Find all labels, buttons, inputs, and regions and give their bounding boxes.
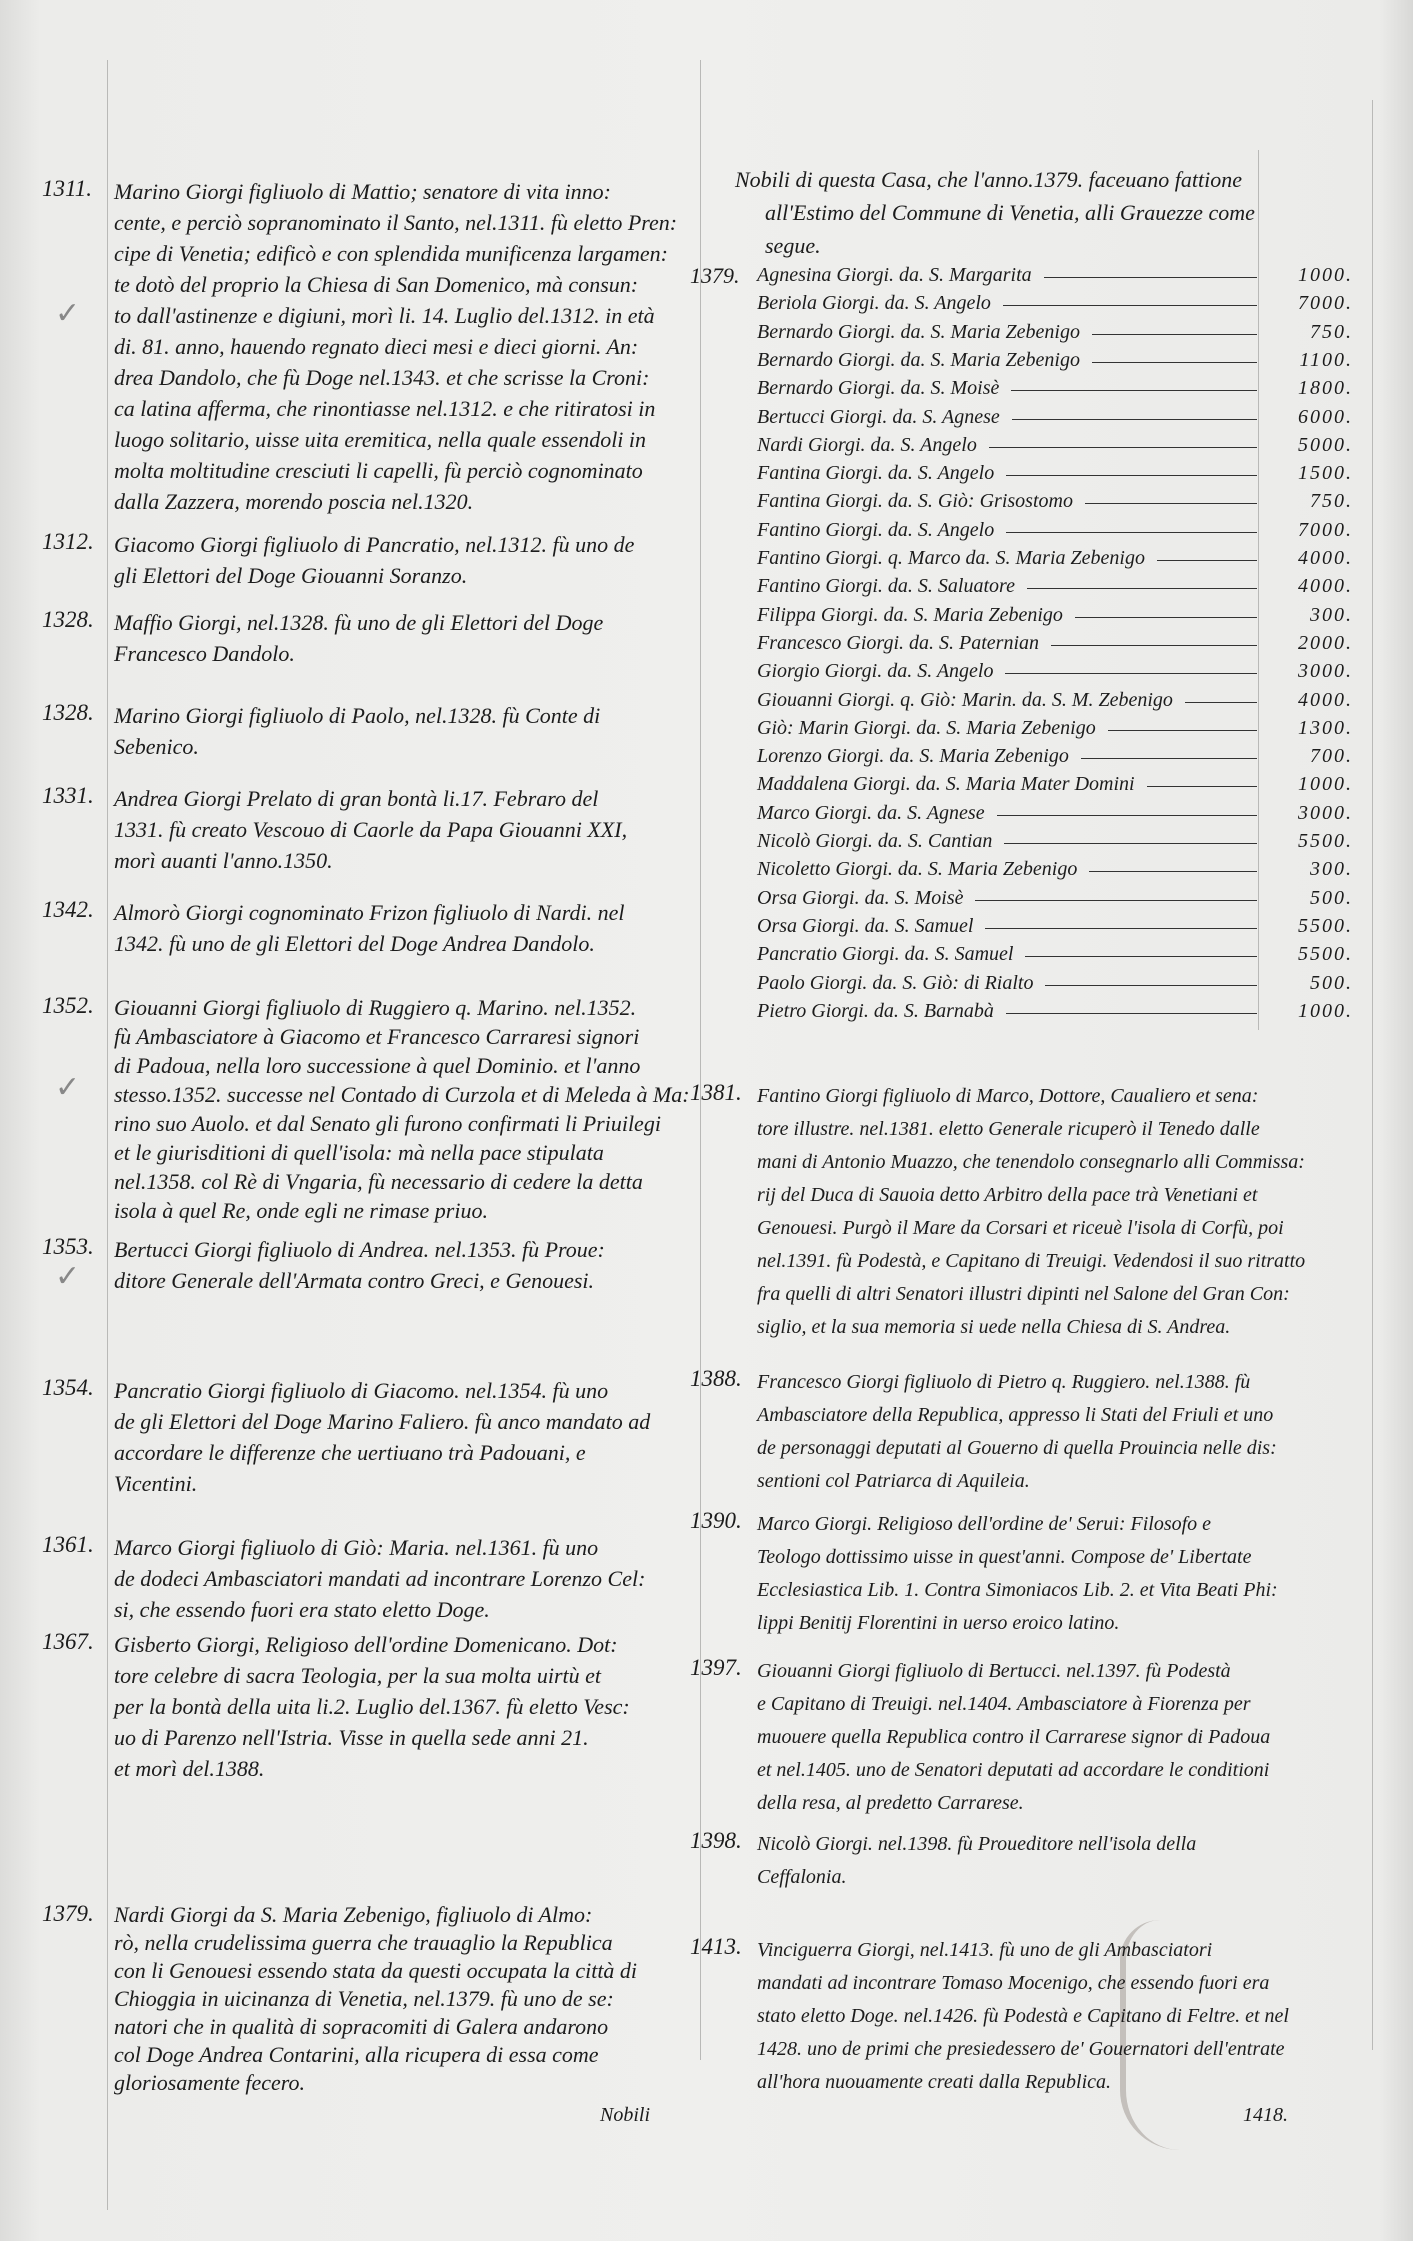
estimo-row <box>757 998 1357 1025</box>
entry-line: fra quelli di altri Senatori illustri dipinti nel Salone del Gran Con: <box>757 1283 1290 1305</box>
entry-line: drea Dandolo, che fù Doge nel.1343. et che scrisse la Croni: <box>114 365 650 390</box>
entry-year: 1413. <box>690 1934 742 1959</box>
entry-year: 1397. <box>690 1655 742 1680</box>
estimo-row <box>757 800 1357 827</box>
estimo-name: Bernardo Giorgi. da. S. Maria Zebenigo <box>757 320 1080 343</box>
entry-line: Almorò Giorgi cognominato Frizon figliuolo di Nardi. nel <box>114 900 625 925</box>
entry-line: Marco Giorgi figliuolo di Giò: Maria. nel.1361. fù uno <box>114 1535 599 1560</box>
entry-year: 1311. <box>42 176 93 201</box>
entry-line: 1428. uno de primi che presiedessero de' Gouernatori dell'entrate <box>757 2038 1285 2060</box>
estimo-value: 7000. <box>1298 292 1353 315</box>
entry-line: stesso.1352. successe nel Contado di Curzola et di Meleda à Ma: <box>114 1082 690 1107</box>
estimo-row <box>757 602 1357 629</box>
estimo-value: 1000. <box>1298 773 1353 796</box>
entry-line: isola à quel Re, onde egli ne rimase priuo. <box>114 1198 488 1223</box>
entry-line: Francesco Giorgi figliuolo di Pietro q. Ruggiero. nel.1388. fù <box>757 1371 1251 1393</box>
estimo-year: 1379. <box>690 263 740 288</box>
entry-line: di Padoua, nella loro successione à quel Dominio. et l'anno <box>114 1053 641 1078</box>
entry-line: Bertucci Giorgi figliuolo di Andrea. nel.1353. fù Proue: <box>114 1237 605 1262</box>
entry-line: mani di Antonio Muazzo, che tenendolo consegnarlo alli Commissa: <box>757 1151 1305 1173</box>
entry-line: Giouanni Giorgi figliuolo di Bertucci. nel.1397. fù Podestà <box>757 1660 1231 1682</box>
estimo-name: Fantino Giorgi. da. S. Angelo <box>757 518 995 541</box>
arrow-line <box>1092 334 1257 335</box>
arrow-line <box>1045 985 1257 986</box>
entry-line: tore celebre di sacra Teologia, per la sua molta uirtù et <box>114 1663 602 1688</box>
entry-line: ca latina afferma, che rinontiasse nel.1312. e che ritiratosi in <box>114 396 656 421</box>
entry <box>690 1080 1306 1344</box>
estimo-value: 4000. <box>1298 688 1353 711</box>
entry-year: 1312. <box>42 529 94 554</box>
estimo-name: Fantina Giorgi. da. S. Angelo <box>757 462 995 485</box>
estimo-name: Pancratio Giorgi. da. S. Samuel <box>757 943 1014 966</box>
estimo-value: 1000. <box>1298 999 1353 1022</box>
entry <box>42 1375 651 1499</box>
estimo-value: 3000. <box>1298 801 1353 824</box>
arrow-line <box>1025 956 1257 957</box>
entry-line: ditore Generale dell'Armata contro Greci, e Genouesi. <box>114 1268 595 1293</box>
estimo-value: 750. <box>1310 320 1353 343</box>
entry-line: 1331. fù creato Vescouo di Caorle da Papa Giouanni XXI, <box>114 817 628 842</box>
entry-line: Chioggia in uicinanza di Venetia, nel.1379. fù uno de se: <box>114 1986 614 2011</box>
estimo-name: Pietro Giorgi. da. S. Barnabà <box>757 999 994 1022</box>
entry-line: nel.1391. fù Podestà, e Capitano di Treuigi. Vedendosi il suo ritratto <box>757 1250 1306 1272</box>
entry-line: per la bontà della uita li.2. Luglio del.1367. fù eletto Vesc: <box>114 1694 630 1719</box>
entry <box>42 783 628 876</box>
entry-line: della resa, al predetto Carrarese. <box>757 1792 1024 1814</box>
entry-line: Ceffalonia. <box>757 1866 847 1888</box>
arrow-line <box>1004 843 1257 844</box>
entry-line: et morì del.1388. <box>114 1756 265 1781</box>
entry <box>690 1934 1289 2099</box>
estimo-value: 7000. <box>1298 518 1353 541</box>
entry-line: rij del Duca di Sauoia detto Arbitro della pace trà Venetiani et <box>757 1184 1258 1206</box>
entry-line: 1342. fù uno de gli Elettori del Doge Andrea Dandolo. <box>114 931 595 956</box>
entry-line: Marco Giorgi. Religioso dell'ordine de' Serui: Filosofo e <box>757 1513 1212 1535</box>
entry-line: Nardi Giorgi da S. Maria Zebenigo, figliuolo di Almo: <box>114 1902 593 1927</box>
estimo-row <box>757 375 1357 402</box>
estimo-name: Marco Giorgi. da. S. Agnese <box>757 801 985 824</box>
checkmark-icon: ✓ <box>55 1260 81 1293</box>
entry-line: Francesco Dandolo. <box>114 641 295 666</box>
entry-line: natori che in qualità di sopracomiti di Galera andarono <box>114 2014 609 2039</box>
entry-line: de gli Elettori del Doge Marino Faliero. fù anco mandato ad <box>114 1409 651 1434</box>
entry-year: 1354. <box>42 1375 94 1400</box>
entry-line: de personaggi deputati al Gouerno di quella Prouincia nelle dis: <box>757 1437 1277 1459</box>
estimo-row <box>757 630 1357 657</box>
estimo-heading <box>735 163 1255 262</box>
entry <box>42 1532 646 1625</box>
estimo-row <box>757 856 1357 883</box>
estimo-name: Maddalena Giorgi. da. S. Maria Mater Domini <box>757 773 1135 796</box>
estimo-row <box>757 517 1357 544</box>
estimo-value: 4000. <box>1298 547 1353 569</box>
entry-line: de dodeci Ambasciatori mandati ad incontrare Lorenzo Cel: <box>114 1566 646 1591</box>
heading-line: segue. <box>765 233 821 258</box>
arrow-line <box>1147 786 1257 787</box>
estimo-value: 300. <box>1310 858 1353 881</box>
entry-line: col Doge Andrea Contarini, alla ricupera di essa come <box>114 2042 599 2067</box>
estimo-name: Bernardo Giorgi. da. S. Maria Zebenigo <box>757 348 1080 371</box>
estimo-value: 3000. <box>1298 660 1353 683</box>
estimo-name: Fantino Giorgi. q. Marco da. S. Maria Zebenigo <box>757 547 1145 569</box>
entry-line: Giacomo Giorgi figliuolo di Pancratio, nel.1312. fù uno de <box>114 532 635 557</box>
entry-line: gli Elettori del Doge Giouanni Soranzo. <box>114 563 468 588</box>
arrow-line <box>1012 419 1257 420</box>
estimo-name: Giorgio Giorgi. da. S. Angelo <box>757 660 994 683</box>
entry-line: tore illustre. nel.1381. eletto Generale ricuperò il Tenedo dalle <box>757 1118 1260 1140</box>
entry <box>690 1508 1278 1640</box>
estimo-name: Fantina Giorgi. da. S. Giò: Grisostomo <box>757 490 1073 513</box>
entry-line: to dall'astinenze e digiuni, morì li. 14. Luglio del.1312. in età <box>114 303 655 328</box>
estimo-row <box>757 687 1357 714</box>
entry <box>42 1629 630 1784</box>
estimo-value: 1300. <box>1298 716 1353 739</box>
entry <box>690 1366 1277 1498</box>
estimo-value: 750. <box>1310 490 1353 513</box>
arrow-line <box>1085 503 1257 504</box>
entry-line: Pancratio Giorgi figliuolo di Giacomo. nel.1354. fù uno <box>114 1378 609 1403</box>
entry-year: 1353. <box>42 1234 94 1259</box>
arrow-line <box>1108 730 1257 731</box>
estimo-name: Orsa Giorgi. da. S. Samuel <box>757 914 974 937</box>
entry <box>42 529 635 591</box>
arrow-line <box>1075 617 1257 618</box>
entry-line: lippi Benitij Florentini in uerso eroico latino. <box>757 1612 1120 1634</box>
estimo-row <box>757 573 1357 600</box>
entry-year: 1331. <box>42 783 94 808</box>
entry-line: Teologo dottissimo uisse in quest'anni. Compose de' Libertate <box>757 1546 1252 1568</box>
entry-line: gloriosamente fecero. <box>114 2070 306 2095</box>
estimo-name: Nardi Giorgi. da. S. Angelo <box>757 433 977 456</box>
estimo-row <box>757 404 1357 431</box>
entry-line: Sebenico. <box>114 734 199 759</box>
arrow-line <box>1157 560 1257 561</box>
estimo-value: 5500. <box>1298 914 1353 937</box>
estimo-value: 2000. <box>1298 631 1353 654</box>
arrow-line <box>1185 702 1257 703</box>
entry-line: accordare le differenze che uertiuano trà Padouani, e <box>114 1440 586 1465</box>
right-catchword: 1418. <box>1243 2104 1288 2126</box>
entry-line: nel.1358. col Rè di Vngaria, fù necessario di cedere la detta <box>114 1169 643 1194</box>
checkmark-icon: ✓ <box>55 297 81 330</box>
arrow-line <box>1092 362 1257 363</box>
estimo-name: Giò: Marin Giorgi. da. S. Maria Zebenigo <box>757 716 1096 739</box>
entry-line: Genouesi. Purgò il Mare da Corsari et riceuè l'isola di Corfù, poi <box>757 1217 1284 1239</box>
entry <box>42 897 625 959</box>
estimo-value: 5000. <box>1298 433 1353 456</box>
entry-line: di. 81. anno, hauendo regnato dieci mesi e dieci giorni. An: <box>114 334 639 359</box>
estimo-name: Beriola Giorgi. da. S. Angelo <box>757 292 991 315</box>
arrow-line <box>1011 390 1257 391</box>
arrow-line <box>1044 277 1257 278</box>
entry-line: Andrea Giorgi Prelato di gran bontà li.17. Febraro del <box>114 786 599 811</box>
entry-line: cipe di Venetia; edificò e con splendida munificenza largamen: <box>114 241 668 266</box>
estimo-name: Orsa Giorgi. da. S. Moisè <box>757 886 964 909</box>
estimo-value: 1000. <box>1298 264 1353 286</box>
entry-line: Gisberto Giorgi, Religioso dell'ordine Domenicano. Dot: <box>114 1632 618 1657</box>
estimo-value: 5500. <box>1298 943 1353 966</box>
arrow-line <box>1003 305 1257 306</box>
checkmark-icon: ✓ <box>55 1071 81 1104</box>
entry-line: Giouanni Giorgi figliuolo di Ruggiero q. Marino. nel.1352. <box>114 995 637 1020</box>
arrow-line <box>1081 758 1257 759</box>
entry-line: cente, e perciò sopranominato il Santo, nel.1311. fù eletto Pren: <box>114 210 678 235</box>
estimo-row <box>757 771 1357 798</box>
estimo-name: Nicolò Giorgi. da. S. Cantian <box>757 830 993 852</box>
estimo-name: Filippa Giorgi. da. S. Maria Zebenigo <box>757 603 1063 626</box>
entry-line: stato eletto Doge. nel.1426. fù Podestà e Capitano di Feltre. et nel <box>757 2005 1289 2027</box>
estimo-name: Paolo Giorgi. da. S. Giò: di Rialto <box>757 971 1034 994</box>
estimo-name: Fantino Giorgi. da. S. Saluatore <box>757 575 1015 598</box>
entry-line: Fantino Giorgi figliuolo di Marco, Dottore, Caualiero et sena: <box>757 1085 1259 1107</box>
entry-line: Vinciguerra Giorgi, nel.1413. fù uno de gli Ambasciatori <box>757 1939 1213 1961</box>
entry-line: dalla Zazzera, morendo poscia nel.1320. <box>114 489 474 514</box>
estimo-row <box>757 913 1357 940</box>
arrow-line <box>975 900 1257 901</box>
arrow-line <box>1006 475 1257 476</box>
entry-line: Ambasciatore della Republica, appresso li Stati del Friuli et uno <box>757 1404 1274 1426</box>
estimo-name: Giouanni Giorgi. q. Giò: Marin. da. S. M. Zebenigo <box>757 688 1173 711</box>
arrow-line <box>985 928 1257 929</box>
estimo-value: 1100. <box>1299 348 1353 371</box>
entry-line: Marino Giorgi figliuolo di Paolo, nel.1328. fù Conte di <box>114 703 601 728</box>
entry-year: 1328. <box>42 607 94 632</box>
estimo-row <box>757 941 1357 968</box>
entry-year: 1352. <box>42 993 94 1018</box>
estimo-row <box>757 715 1357 742</box>
estimo-name: Lorenzo Giorgi. da. S. Maria Zebenigo <box>757 745 1069 768</box>
entry-line: all'hora nuouamente creati dalla Republica. <box>757 2071 1112 2093</box>
entry-line: Maffio Giorgi, nel.1328. fù uno de gli Elettori del Doge <box>114 610 604 635</box>
entry-year: 1390. <box>690 1508 742 1533</box>
estimo-value: 1500. <box>1298 462 1353 485</box>
entry-line: Vicentini. <box>114 1471 198 1496</box>
arrow-line <box>1027 588 1257 589</box>
arrow-line <box>1006 532 1257 533</box>
estimo-row <box>757 290 1357 317</box>
estimo-name: Agnesina Giorgi. da. S. Margarita <box>757 264 1032 286</box>
estimo-value: 4000. <box>1298 575 1353 598</box>
entry-line: Marino Giorgi figliuolo di Mattio; senatore di vita inno: <box>114 179 612 204</box>
estimo-value: 5500. <box>1298 830 1353 852</box>
entry-year: 1361. <box>42 1532 94 1557</box>
estimo-name: Francesco Giorgi. da. S. Paternian <box>757 631 1040 654</box>
estimo-row <box>757 432 1357 459</box>
entry-line: luogo solitario, uisse uita eremitica, nella quale essendoli in <box>114 427 647 452</box>
estimo-value: 500. <box>1310 886 1353 909</box>
entry-line: te dotò del proprio la Chiesa di San Domenico, mà consun: <box>114 272 639 297</box>
entry-line: molta moltitudine cresciuti li capelli, fù perciò cognominato <box>114 458 643 483</box>
arrow-line <box>1089 871 1257 872</box>
entry <box>690 1655 1271 1820</box>
left-margin-rule <box>107 60 108 2210</box>
estimo-row <box>757 885 1357 912</box>
entry-line: e Capitano di Treuigi. nel.1404. Ambasciatore à Fiorenza per <box>757 1693 1251 1715</box>
estimo-value: 500. <box>1310 971 1353 994</box>
entry-line: rino suo Auolo. et dal Senato gli furono confirmati li Priuilegi <box>114 1111 661 1136</box>
estimo-row <box>757 970 1357 997</box>
entry-line: uo di Parenzo nell'Istria. Visse in quella sede anni 21. <box>114 1725 589 1750</box>
entry-line: si, che essendo fuori era stato eletto Doge. <box>114 1597 490 1622</box>
entry-line: et le giurisditioni di quell'isola: mà nella pace stipulata <box>114 1140 604 1165</box>
estimo-row <box>690 262 1357 289</box>
arrow-line <box>1005 673 1257 674</box>
estimo-row <box>757 545 1357 572</box>
entry-line: muouere quella Republica contro il Carrarese signor di Padoua <box>757 1726 1271 1748</box>
estimo-value: 700. <box>1310 745 1353 768</box>
estimo-row <box>757 319 1357 346</box>
left-catchword: Nobili <box>600 2104 651 2126</box>
estimo-row <box>757 488 1357 515</box>
estimo-row <box>757 658 1357 685</box>
estimo-row <box>757 347 1357 374</box>
estimo-value: 300. <box>1310 603 1353 626</box>
estimo-row <box>757 460 1357 487</box>
arrow-line <box>997 815 1257 816</box>
right-margin-rule <box>1372 100 1373 2050</box>
entry <box>42 176 678 517</box>
estimo-name: Nicoletto Giorgi. da. S. Maria Zebenigo <box>757 858 1078 881</box>
entry <box>690 1828 1197 1894</box>
entry-line: Nicolò Giorgi. nel.1398. fù Proueditore nell'isola della <box>757 1833 1197 1855</box>
entry-line: mandati ad incontrare Tomaso Mocenigo, che essendo fuori era <box>757 1972 1270 1994</box>
entry-line: et nel.1405. uno de Senatori deputati ad accordare le conditioni <box>757 1759 1270 1781</box>
entry-year: 1398. <box>690 1828 742 1853</box>
entry-line: con li Genouesi essendo stata da questi occupata la città di <box>114 1958 638 1983</box>
entry-line: siglio, et la sua memoria si uede nella Chiesa di S. Andrea. <box>757 1316 1231 1338</box>
entry <box>42 1234 605 1296</box>
estimo-row <box>757 828 1357 855</box>
column-divider <box>700 60 701 2060</box>
entry <box>42 700 601 762</box>
arrow-line <box>989 447 1257 448</box>
entry <box>42 993 690 1225</box>
entry-year: 1379. <box>42 1901 94 1926</box>
entry-line: fù Ambasciatore à Giacomo et Francesco Carraresi signori <box>114 1024 640 1049</box>
entry-line: sentioni col Patriarca di Aquileia. <box>757 1470 1030 1492</box>
entry-year: 1381. <box>690 1080 742 1105</box>
heading-line: all'Estimo del Commune di Venetia, alli Grauezze come <box>765 200 1255 225</box>
estimo-name: Bertucci Giorgi. da. S. Agnese <box>757 405 1000 428</box>
heading-line: Nobili di questa Casa, che l'anno.1379. faceuano fattione <box>735 167 1242 192</box>
estimo-name: Bernardo Giorgi. da. S. Moisè <box>757 377 1000 400</box>
entry-line: rò, nella crudelissima guerra che trauaglio la Republica <box>114 1930 613 1955</box>
entry-year: 1367. <box>42 1629 94 1654</box>
estimo-value: 1800. <box>1298 377 1353 400</box>
entry-line: morì auanti l'anno.1350. <box>114 848 333 873</box>
estimo-value: 6000. <box>1298 405 1353 428</box>
entry-line: Ecclesiastica Lib. 1. Contra Simoniacos Lib. 2. et Vita Beati Phi: <box>757 1579 1278 1601</box>
estimo-row <box>757 743 1357 770</box>
entry-year: 1328. <box>42 700 94 725</box>
entry-year: 1388. <box>690 1366 742 1391</box>
entry <box>42 607 604 669</box>
arrow-line <box>1006 1013 1257 1014</box>
arrow-line <box>1051 645 1257 646</box>
entry <box>42 1901 638 2097</box>
entry-year: 1342. <box>42 897 94 922</box>
